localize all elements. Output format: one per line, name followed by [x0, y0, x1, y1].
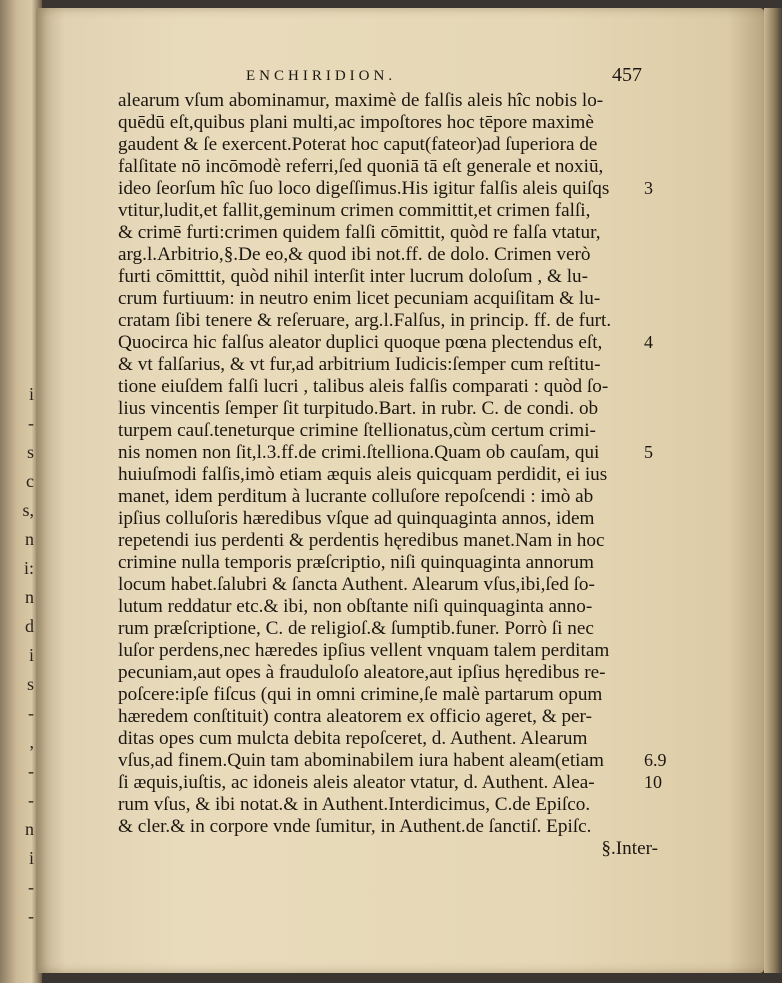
facing-page-fragment: -	[28, 906, 34, 926]
marginal-number: 10	[644, 772, 662, 792]
text-line: turpem cauſ.teneturque crimine ſtellionatus,cùm certum crimi-	[118, 420, 596, 441]
text-line: rum præſcriptione, C. de religioſ.& ſumptib.funer. Porrò ſi nec	[118, 618, 594, 639]
text-line: & crimē furti:crimen quidem falſi cōmittit, quòd re falſa vtatur,	[118, 222, 601, 243]
text-line: crimine nulla temporis præſcriptio, niſi quinquaginta annorum	[118, 552, 594, 573]
facing-page-fragment: -	[28, 761, 34, 781]
text-line: Quocirca hic falſus aleator duplici quoque pœna plectendus eſt,	[118, 332, 603, 353]
facing-page-fragment: d	[25, 616, 34, 636]
page-edge	[764, 8, 782, 973]
text-line: & vt falſarius, & vt fur,ad arbitrium Iudicis:ſemper cum reſtitu-	[118, 354, 601, 375]
text-line: vtitur,ludit,et fallit,geminum crimen committit,et crimen falſi,	[118, 200, 591, 221]
facing-page-fragments	[0, 380, 40, 931]
text-line: & cler.& in corpore vnde ſumitur, in Authent.de ſanctiſ. Epiſc.	[118, 816, 592, 837]
marginal-number: 3	[644, 178, 653, 198]
text-line: ipſius colluſoris hæredibus vſque ad quinquaginta annos, idem	[118, 508, 595, 529]
marginal-number: 4	[644, 332, 653, 352]
text-line: ideo ſeorſum hîc ſuo loco digeſſimus.His igitur falſis aleis quiſqs	[118, 178, 610, 199]
text-line: hæredem conſtituit) contra aleatorem ex officio ageret, & per-	[118, 706, 592, 727]
text-line: furti cōmitttit, quòd nihil interſit inter lucrum doloſum , & lu-	[118, 266, 589, 287]
text-line: lius vincentis ſemper ſit turpitudo.Bart. in rubr. C. de condi. ob	[118, 398, 599, 419]
text-line: locum habet.ſalubri & ſancta Authent. Alearum vſus,ibi,ſed ſo-	[118, 574, 595, 595]
marginal-number: 5	[644, 442, 653, 462]
text-line: ſi æquis,iuſtis, ac idoneis aleis aleator vtatur, d. Authent. Alea-	[118, 772, 595, 793]
text-line: poſcere:ipſe fiſcus (qui in omni crimine,ſe malè partarum opum	[118, 684, 603, 705]
book-page	[36, 8, 764, 973]
page-number: 457	[612, 64, 642, 86]
facing-page-fragment: n	[25, 819, 34, 839]
text-line: cratam ſibi tenere & reſeruare, arg.l.Falſus, in princip. ff. de furt.	[118, 310, 612, 331]
facing-page-fragment: s,	[22, 500, 34, 520]
running-head: ENCHIRIDION.	[246, 68, 397, 84]
facing-page-fragment: s	[26, 674, 34, 694]
text-line: alearum vſum abominamur, maximè de falſis aleis hîc nobis lo-	[118, 90, 604, 111]
text-line: vſus,ad finem.Quin tam abominabilem iura habent aleam(etiam	[118, 750, 604, 771]
text-line: gaudent & ſe exercent.Poterat hoc caput(fateor)ad ſuperiora de	[118, 134, 598, 155]
text-line: §.Inter-	[601, 838, 658, 859]
text-line: crum furtiuum: in neutro enim licet pecuniam acquiſitam & lu-	[118, 288, 601, 309]
body-text	[118, 90, 658, 860]
text-line: quēdū eſt,quibus plani multi,ac impoſtores hoc tēpore maximè	[118, 112, 594, 133]
facing-page-fragment: i:	[23, 558, 34, 578]
facing-page-fragment: -	[28, 703, 34, 723]
facing-page-fragment: -	[28, 413, 34, 433]
facing-page-fragment: ,	[29, 732, 34, 752]
text-line: nis nomen non ſit,l.3.ff.de crimi.ſtelliona.Quam ob cauſam, qui	[118, 442, 600, 463]
marginal-number: 6.9	[644, 750, 667, 770]
text-line: lutum reddatur etc.& ibi, non obſtante niſi quinquaginta anno-	[118, 596, 593, 617]
text-line: falſitate nō incōmodè referri,ſed quoniā tā eſt generale et noxiū,	[118, 156, 604, 177]
facing-page-fragment: i	[28, 645, 34, 665]
text-line: pecuniam,aut opes à frauduloſo aleatore,aut ipſius hęredibus re-	[118, 662, 606, 683]
facing-page-fragment: c	[26, 471, 34, 491]
facing-page-fragment: i	[28, 848, 34, 868]
facing-page-fragment: -	[28, 790, 34, 810]
text-line: repetendi ius perdenti & perdentis hęredibus manet.Nam in hoc	[118, 530, 605, 551]
text-line: tione eiuſdem falſi lucri , talibus aleis falſis comparati : quòd ſo-	[118, 376, 609, 397]
facing-page-fragment: n	[25, 529, 34, 549]
facing-page-fragment: s	[26, 442, 34, 462]
text-line: arg.l.Arbitrio,§.De eo,& quod ibi not.ff. de dolo. Crimen verò	[118, 244, 591, 265]
facing-page-fragment: i	[28, 384, 34, 404]
text-line: ditas opes cum mulcta debita repoſceret, d. Authent. Alearum	[118, 728, 588, 749]
text-line: rum vſus, & ibi notat.& in Authent.Interdicimus, C.de Epiſco.	[118, 794, 591, 815]
facing-page-fragment: -	[28, 877, 34, 897]
facing-page-fragment: n	[25, 587, 34, 607]
text-line: huiuſmodi falſis,imò etiam æquis aleis quicquam perdidit, ei ius	[118, 464, 608, 485]
text-line: manet, idem perditum à lucrante colluſore repoſcendi : imò ab	[118, 486, 594, 507]
text-line: luſor perdens,nec hæredes ipſius vellent vnquam talem perditam	[118, 640, 610, 661]
